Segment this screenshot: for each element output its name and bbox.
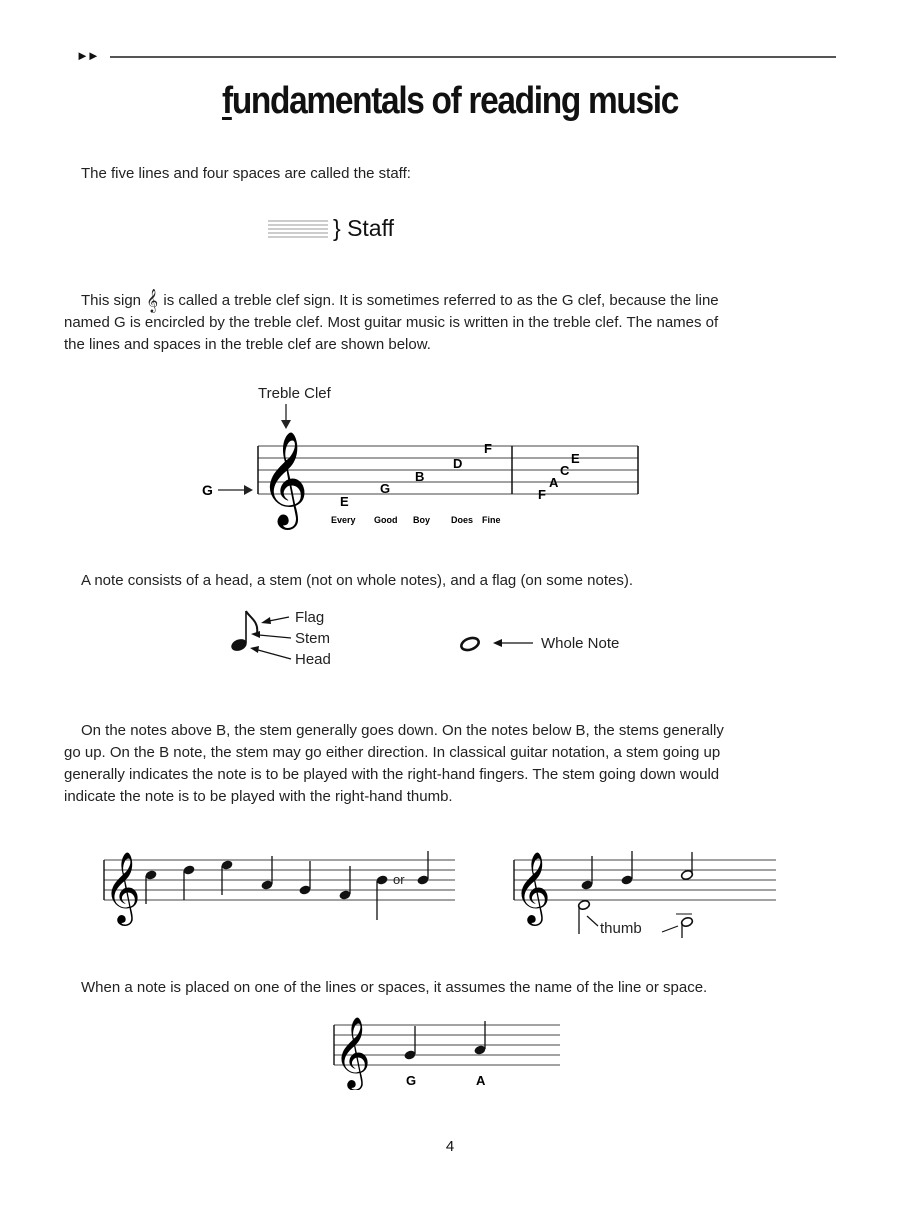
space-note-c: C bbox=[560, 463, 570, 478]
title-first-letter: f bbox=[222, 80, 232, 122]
treble-para-after: is called a treble clef sign. It is sometimes referred to as the G clef, because the line bbox=[163, 292, 719, 309]
staff-lines bbox=[258, 446, 638, 494]
placed-note-g-label: G bbox=[406, 1073, 417, 1088]
mnemonic-good: Good bbox=[374, 515, 398, 525]
line-note-e: E bbox=[340, 494, 349, 509]
mnemonic-fine: Fine bbox=[482, 515, 501, 525]
treble-clef-icon: 𝄞 bbox=[514, 853, 551, 922]
thumb-pointer-line-2 bbox=[662, 926, 678, 932]
whole-note-label: Whole Note bbox=[541, 635, 620, 652]
whole-note-icon bbox=[460, 636, 481, 652]
flag-label: Flag bbox=[295, 609, 325, 626]
g-line-label: G bbox=[202, 482, 213, 498]
mnemonic-boy: Boy bbox=[413, 515, 431, 525]
header-rule bbox=[110, 56, 836, 58]
treble-clef-icon: 𝄞 bbox=[334, 1018, 371, 1087]
placed-note-a-label: A bbox=[476, 1073, 486, 1088]
treble-clef-inline-icon: 𝄞 bbox=[146, 288, 159, 312]
head-arrow-head-icon bbox=[250, 646, 259, 653]
treble-para-before: This sign bbox=[81, 292, 142, 309]
note-parts-diagram bbox=[225, 603, 645, 673]
mnemonic-does: Does bbox=[451, 515, 474, 525]
eighth-note-flag bbox=[246, 611, 257, 633]
stem-para-line2: go up. On the B note, the stem may go either direction. In classical guitar notation, a stem going up bbox=[64, 744, 721, 761]
thumb-label: thumb bbox=[600, 920, 642, 937]
space-note-a: A bbox=[549, 475, 559, 490]
stem-para-line4: indicate the note is to be played with the right-hand thumb. bbox=[64, 788, 453, 805]
head-arrow-shaft bbox=[258, 650, 291, 659]
staff-intro-text: The five lines and four spaces are called the staff: bbox=[81, 165, 411, 182]
mnemonic-every: Every bbox=[331, 515, 356, 525]
stem-para-line3: generally indicates the note is to be played with the right-hand fingers. The stem going down would bbox=[64, 766, 720, 783]
treble-clef-icon: 𝄞 bbox=[260, 433, 309, 524]
note-para: A note consists of a head, a stem (not on whole notes), and a flag (on some notes). bbox=[81, 572, 633, 589]
line-note-g: G bbox=[380, 481, 391, 496]
whole-arrow-head-icon bbox=[493, 639, 502, 647]
stem-arrow-shaft bbox=[259, 635, 291, 638]
treble-clef-label: Treble Clef bbox=[258, 385, 331, 402]
page-number: 4 bbox=[445, 1138, 455, 1155]
page-title bbox=[54, 80, 846, 123]
line-note-f: F bbox=[484, 441, 492, 456]
space-note-f: F bbox=[538, 487, 546, 502]
treble-para-line3: the lines and spaces in the treble clef are shown below. bbox=[64, 336, 431, 353]
thumb-pointer-line bbox=[587, 916, 598, 926]
line-note-d: D bbox=[453, 456, 463, 471]
clef-arrow-head-icon bbox=[281, 420, 291, 429]
space-note-e: E bbox=[571, 451, 580, 466]
line-note-b: B bbox=[415, 469, 425, 484]
treble-clef-icon: 𝄞 bbox=[104, 853, 141, 922]
placed-para: When a note is placed on one of the lines or spaces, it assumes the name of the line or space. bbox=[81, 979, 708, 996]
stem-arrow-head-icon bbox=[251, 631, 260, 638]
flag-arrow-head-icon bbox=[261, 617, 271, 624]
header-arrows-icon: ►► bbox=[76, 48, 98, 63]
flag-arrow-shaft bbox=[269, 617, 289, 621]
g-arrow-head-icon bbox=[244, 485, 253, 495]
staff-sample bbox=[268, 217, 330, 243]
or-label: or bbox=[393, 872, 405, 887]
treble-staff-diagram bbox=[190, 380, 650, 530]
treble-para-line2: named G is encircled by the treble clef. Most guitar music is written in the treble clef. The names of bbox=[64, 314, 719, 331]
placed-notes-staff bbox=[330, 1015, 565, 1090]
staff-label: } Staff bbox=[333, 215, 394, 241]
treble-para-line1 bbox=[81, 290, 719, 312]
head-label: Head bbox=[295, 651, 331, 668]
title-rest: undamentals of reading music bbox=[231, 80, 678, 122]
stem-direction-staff-1 bbox=[100, 850, 460, 930]
stem-label: Stem bbox=[295, 630, 331, 647]
stem-direction-staff-2 bbox=[510, 850, 780, 940]
stem-para-line1: On the notes above B, the stem generally goes down. On the notes below B, the stems generally bbox=[81, 722, 724, 739]
